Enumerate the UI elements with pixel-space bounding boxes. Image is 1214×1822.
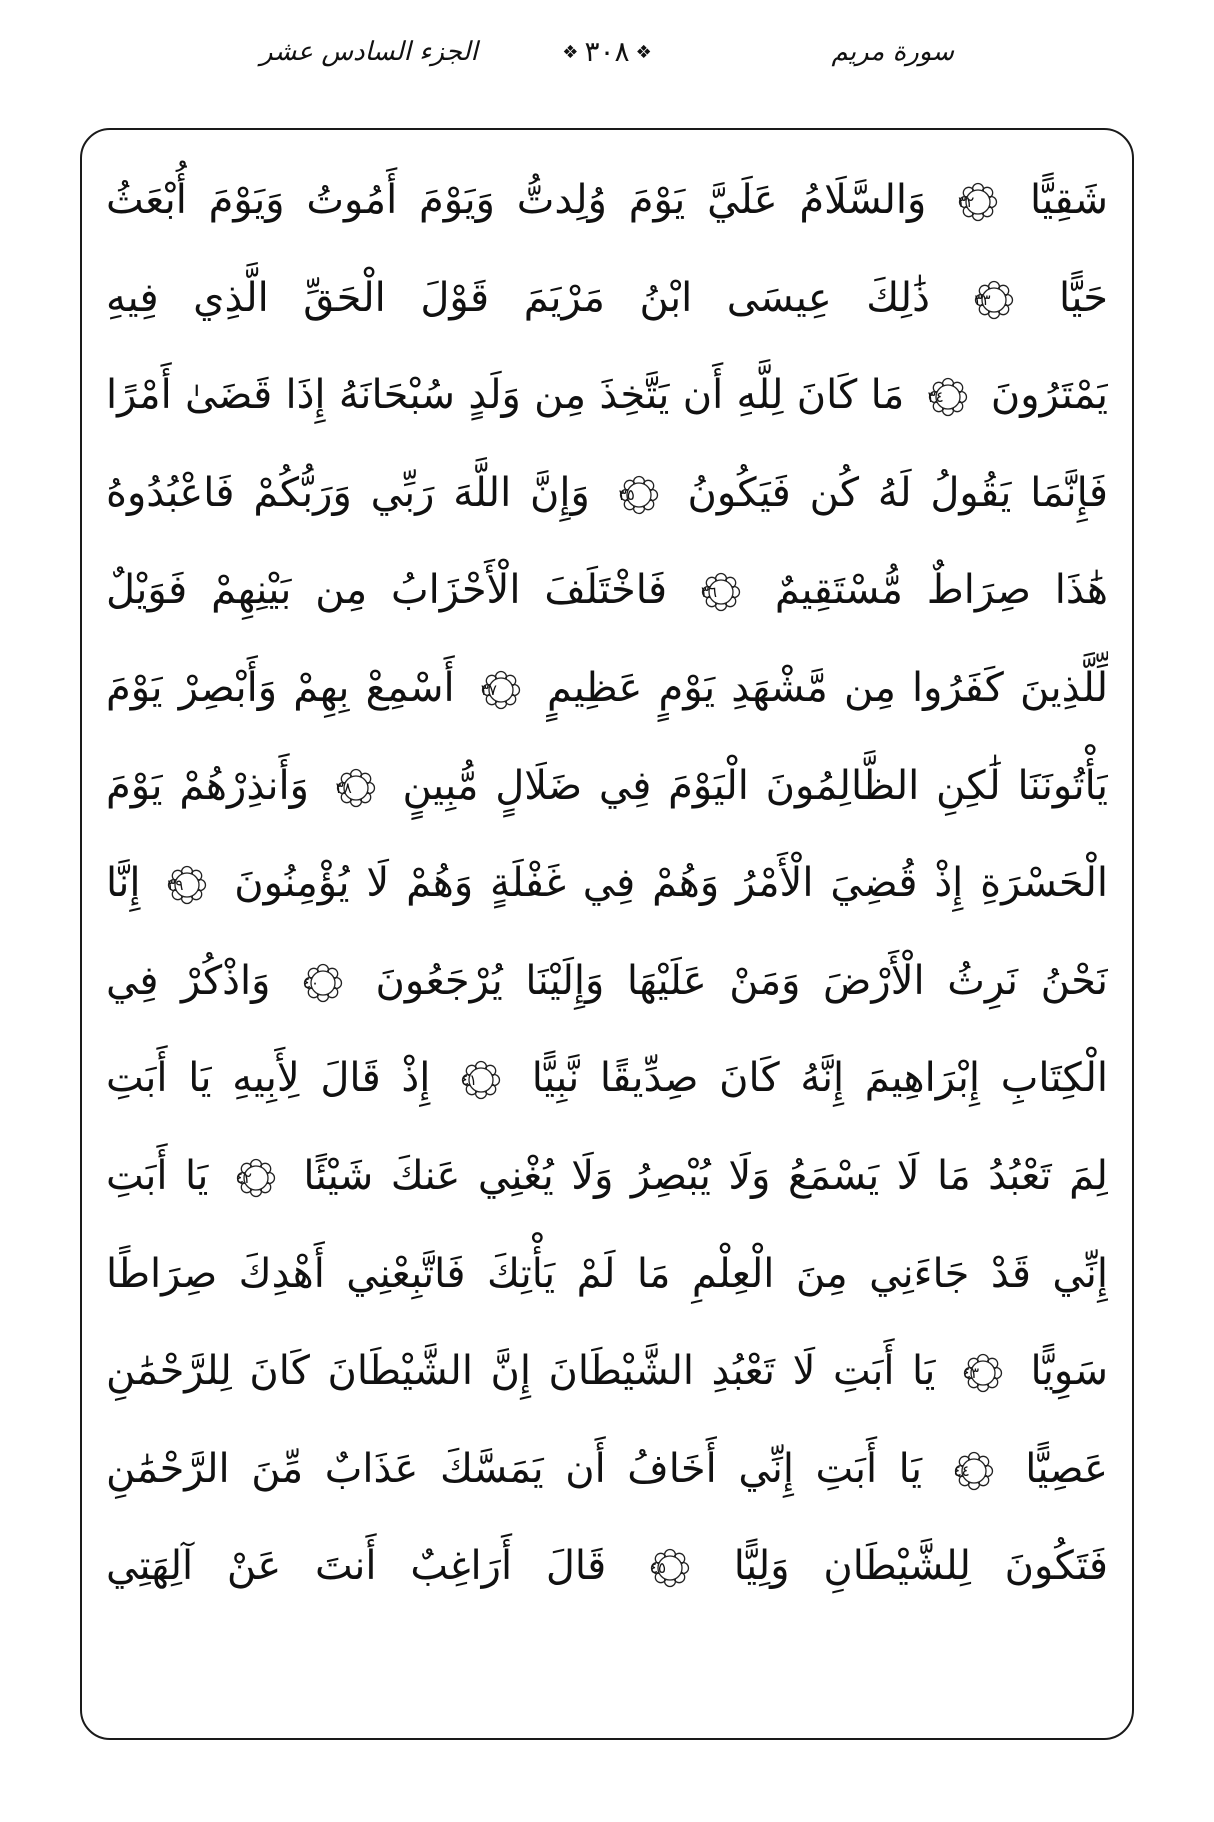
ayah-number: ٣٦ xyxy=(700,583,718,602)
verse-text: الْكِتَابِ إِبْرَاهِيمَ إِنَّهُ كَانَ صِدِّيقًا نَّبِيًّا xyxy=(531,1055,1108,1102)
text-line xyxy=(106,1128,1108,1226)
verse-text: إِنَّا xyxy=(106,860,141,907)
verse-text: وَاذْكُرْ فِي xyxy=(106,957,271,1004)
page-number-box xyxy=(80,30,1134,75)
text-line xyxy=(106,347,1108,445)
juz-title: الجزء السادس عشر xyxy=(260,37,478,67)
verse-text: وَالسَّلَامُ عَلَيَّ يَوْمَ وُلِدتُّ وَيَوْمَ أَمُوتُ وَيَوْمَ أُبْعَثُ xyxy=(106,177,927,223)
text-line xyxy=(106,933,1108,1031)
verse-text: إِنِّي قَدْ جَاءَنِي مِنَ الْعِلْمِ مَا لَمْ يَأْتِكَ فَاتَّبِعْنِي أَهْدِكَ صِرَاطًا xyxy=(106,1250,1108,1297)
ayah-end-marker xyxy=(974,280,1014,320)
ayah-number: ٤١ xyxy=(461,1071,478,1090)
verse-text: ذَٰلِكَ عِيسَى ابْنُ مَرْيَمَ قَوْلَ الْحَقِّ الَّذِي فِيهِ xyxy=(106,274,930,321)
text-line xyxy=(106,1030,1108,1128)
verse-text: وَإِنَّ اللَّهَ رَبِّي وَرَبُّكُمْ فَاعْبُدُوهُ xyxy=(106,469,590,516)
text-line xyxy=(106,152,1108,250)
ayah-number: ٣٨ xyxy=(335,778,352,797)
ayah-end-marker xyxy=(481,670,521,710)
verse-text: إِذْ قَالَ لِأَبِيهِ يَا أَبَتِ xyxy=(106,1055,431,1102)
verse-text: سَوِيًّا xyxy=(1030,1348,1108,1395)
ayah-number: ٣٢ xyxy=(958,193,975,211)
verse-text: فَتَكُونَ لِلشَّيْطَانِ وَلِيًّا xyxy=(733,1543,1108,1590)
ayah-end-marker xyxy=(619,475,659,515)
surah-title: سورة مريم xyxy=(831,37,954,67)
ayah-end-marker xyxy=(701,572,741,612)
ayah-number: ٣٥ xyxy=(618,485,635,504)
verse-text: فَإِنَّمَا يَقُولُ لَهُ كُن فَيَكُونُ xyxy=(687,469,1108,516)
ayah-number: ٣٧ xyxy=(480,680,497,699)
verse-text: قَالَ أَرَاغِبٌ أَنتَ عَنْ آلِهَتِي xyxy=(106,1543,607,1590)
verse-text: هَٰذَا صِرَاطٌ مُّسْتَقِيمٌ xyxy=(774,567,1108,614)
ayah-end-marker xyxy=(958,182,998,222)
verse-text: نَحْنُ نَرِثُ الْأَرْضَ وَمَنْ عَلَيْهَا وَإِلَيْنَا يُرْجَعُونَ xyxy=(375,957,1108,1004)
ayah-end-marker xyxy=(303,963,343,1003)
verse-text: الْحَسْرَةِ إِذْ قُضِيَ الْأَمْرُ وَهُمْ فِي غَفْلَةٍ وَهُمْ لَا يُؤْمِنُونَ xyxy=(234,860,1108,907)
verse-text: يَا أَبَتِ xyxy=(106,1152,209,1199)
ornament-right-icon: ❖ xyxy=(635,42,652,63)
ayah-number: ٣٣ xyxy=(974,290,991,309)
ayah-end-marker xyxy=(650,1548,690,1588)
verse-text: يَا أَبَتِ إِنِّي أَخَافُ أَن يَمَسَّكَ عَذَابٌ مِّنَ الرَّحْمَٰنِ xyxy=(106,1445,922,1492)
ayah-end-marker xyxy=(167,865,207,905)
ayah-number: ٤٠ xyxy=(302,973,320,992)
page-header xyxy=(80,30,1134,74)
text-line xyxy=(106,1421,1108,1519)
verse-text: حَيًّا xyxy=(1059,274,1108,321)
text-line xyxy=(106,250,1108,348)
ornament-left-icon: ❖ xyxy=(562,42,579,63)
verse-text: لِّلَّذِينَ كَفَرُوا مِن مَّشْهَدِ يَوْمٍ عَظِيمٍ xyxy=(547,664,1108,711)
ayah-end-marker xyxy=(963,1353,1003,1393)
ayah-end-marker xyxy=(461,1060,501,1100)
ayah-end-marker xyxy=(954,1451,994,1491)
verse-text: فَاخْتَلَفَ الْأَحْزَابُ مِن بَيْنِهِمْ فَوَيْلٌ xyxy=(106,567,668,614)
text-line xyxy=(106,1518,1108,1616)
verse-text: وَأَنذِرْهُمْ يَوْمَ xyxy=(106,762,309,809)
page-number: ٣٠٨ xyxy=(584,35,630,68)
ayah-number: ٣٩ xyxy=(167,876,184,895)
text-line xyxy=(106,445,1108,543)
ayah-number: ٤٤ xyxy=(953,1461,970,1480)
verse-text: شَقِيًّا xyxy=(1029,177,1108,223)
ayah-end-marker xyxy=(928,377,968,417)
mushaf-text xyxy=(106,152,1108,1616)
verse-text: يَمْتَرُونَ xyxy=(990,372,1108,419)
ayah-number: ٤٢ xyxy=(235,1168,252,1187)
verse-text: أَسْمِعْ بِهِمْ وَأَبْصِرْ يَوْمَ xyxy=(106,664,455,711)
ayah-number: ٤٣ xyxy=(962,1364,980,1383)
text-line xyxy=(106,835,1108,933)
ayah-end-marker xyxy=(336,768,376,808)
verse-text: لِمَ تَعْبُدُ مَا لَا يَسْمَعُ وَلَا يُبْصِرُ وَلَا يُغْنِي عَنكَ شَيْئًا xyxy=(303,1152,1108,1199)
text-line xyxy=(106,1226,1108,1324)
ayah-number: ٤٥ xyxy=(650,1559,667,1578)
text-line xyxy=(106,640,1108,738)
text-line xyxy=(106,738,1108,836)
verse-text: عَصِيًّا xyxy=(1025,1445,1108,1492)
text-line xyxy=(106,1323,1108,1421)
verse-text: يَأْتُونَنَا لَٰكِنِ الظَّالِمُونَ الْيَوْمَ فِي ضَلَالٍ مُّبِينٍ xyxy=(402,762,1108,809)
verse-text: يَا أَبَتِ لَا تَعْبُدِ الشَّيْطَانَ إِنَّ الشَّيْطَانَ كَانَ لِلرَّحْمَٰنِ xyxy=(106,1348,936,1395)
ayah-end-marker xyxy=(236,1158,276,1198)
text-line xyxy=(106,542,1108,640)
ayah-number: ٣٤ xyxy=(927,388,944,407)
verse-text: مَا كَانَ لِلَّهِ أَن يَتَّخِذَ مِن وَلَدٍ سُبْحَانَهُ إِذَا قَضَىٰ أَمْرًا xyxy=(106,372,905,419)
